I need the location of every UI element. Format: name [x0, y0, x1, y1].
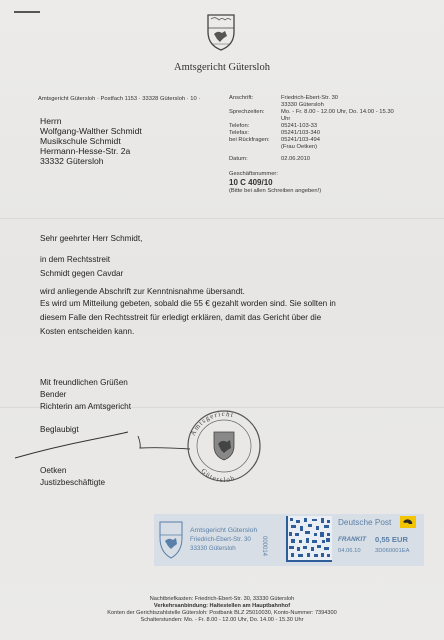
paper-crease: [0, 218, 444, 219]
sprechzeiten-value-cont: Uhr: [281, 116, 291, 122]
postage-amount: 0,55 EUR: [375, 535, 408, 544]
letter-salutation: Sehr geehrter Herr Schmidt,: [40, 234, 143, 243]
data-matrix-code: [286, 516, 332, 562]
anschrift-label: Anschrift:: [229, 95, 254, 101]
deutsche-post-brand: Deutsche Post: [338, 518, 392, 527]
franking-city: 33330 Gütersloh: [190, 545, 236, 552]
seal-text-bottom: Gütersloh: [199, 466, 237, 484]
svg-text:Gütersloh: [199, 467, 236, 484]
frankit-label: FRANKIT: [338, 536, 367, 543]
post-horn-icon: [400, 516, 416, 528]
footer-counter-hours: Schalterstunden: Mo. - Fr. 8.00 - 12.00 Uhr, Do. 14.00 - 15.30 Uhr: [140, 617, 304, 623]
franking-counter: 000014: [261, 536, 267, 557]
rueckfragen-name: (Frau Oetken): [281, 144, 318, 150]
geschaeftsnummer-value: 10 C 409/10: [229, 178, 273, 187]
datum-label: Datum:: [229, 156, 248, 162]
sprechzeiten-label: Sprechzeiten:: [229, 109, 265, 115]
franking-coat-of-arms-icon: [158, 520, 184, 560]
datum-value: 02.06.2010: [281, 156, 311, 162]
clerk-name: Oetken: [40, 466, 67, 475]
body-line-1: wird anliegende Abschrift zur Kenntnisnahme übersandt.: [40, 287, 245, 296]
case-parties: Schmidt gegen Cavdar: [40, 269, 124, 278]
geschaeftsnummer-note: (Bitte bei allen Schreiben angeben!): [229, 188, 322, 194]
court-title: Amtsgericht Gütersloh: [174, 62, 270, 73]
certified-label: Beglaubigt: [40, 425, 79, 434]
telefax-label: Telefax:: [229, 130, 249, 136]
rueckfragen-value: 05241/103-494: [281, 137, 321, 143]
recipient-name: Wolfgang-Walther Schmidt: [40, 126, 142, 136]
signature-scribble: [10, 428, 200, 462]
recipient-salutation: Herrn: [40, 116, 62, 126]
body-line-2: Es wird um Mitteilung gebeten, sobald die 55 € gezahlt worden sind. Sie sollten in: [40, 299, 336, 308]
footer-transport: Verkehrsanbindung: Haltestellen am Hauptbahnhof: [153, 603, 291, 609]
fold-mark: [14, 11, 40, 13]
footer-night-box: Nachtbriefkasten: Friedrich-Ebert-Str. 30, 33330 Gütersloh: [149, 596, 295, 602]
recipient-city: 33332 Gütersloh: [40, 156, 104, 166]
closing: Mit freundlichen Grüßen: [40, 378, 128, 387]
signer-title: Richterin am Amtsgericht: [40, 402, 132, 411]
anschrift-city: 33330 Gütersloh: [281, 102, 324, 108]
info-block: [229, 95, 394, 195]
footer-bank-account: Konten der Gerichtszahlstelle Gütersloh: Postbank BLZ 25010030, Konto-Nummer: 7394300: [107, 610, 337, 616]
telefon-value: 05241-103-33: [281, 123, 318, 129]
telefax-value: 05241/103-340: [281, 130, 321, 136]
court-seal-icon: [182, 408, 266, 484]
sender-line: Amtsgericht Gütersloh · Postfach 1153 · 33328 Gütersloh · 10 ·: [38, 96, 201, 102]
franking-date: 04.06.10: [338, 548, 361, 554]
coat-of-arms-icon: [205, 12, 237, 52]
franking-code: 3D060001EA: [375, 548, 410, 554]
postage-franking-strip: [154, 514, 424, 566]
rueckfragen-label: bei Rückfragen:: [229, 137, 270, 143]
signer-name: Bender: [40, 390, 67, 399]
franking-court: Amtsgericht Gütersloh: [190, 527, 258, 534]
anschrift-street: Friedrich-Ebert-Str. 30: [281, 95, 339, 101]
telefon-label: Telefon:: [229, 123, 250, 129]
sprechzeiten-value: Mo. - Fr. 8.00 - 12.00 Uhr, Do. 14.00 - 15.30: [281, 109, 394, 115]
clerk-title: Justizbeschäftigte: [40, 478, 106, 487]
seal-text-top: Amtsgericht: [188, 409, 236, 438]
recipient-address: [40, 116, 142, 166]
case-intro: in dem Rechtsstreit: [40, 255, 111, 264]
body-line-4: Kosten entscheiden kann.: [40, 327, 135, 336]
recipient-street: Hermann-Hesse-Str. 2a: [40, 146, 131, 156]
geschaeftsnummer-label: Geschäftsnummer:: [229, 171, 278, 177]
recipient-company: Musikschule Schmidt: [40, 136, 121, 146]
body-line-3: diesem Falle den Rechtsstreit für erledigt erklären, damit das Gericht über die: [40, 313, 322, 322]
franking-street: Friedrich-Ebert-Str. 30: [190, 536, 251, 543]
